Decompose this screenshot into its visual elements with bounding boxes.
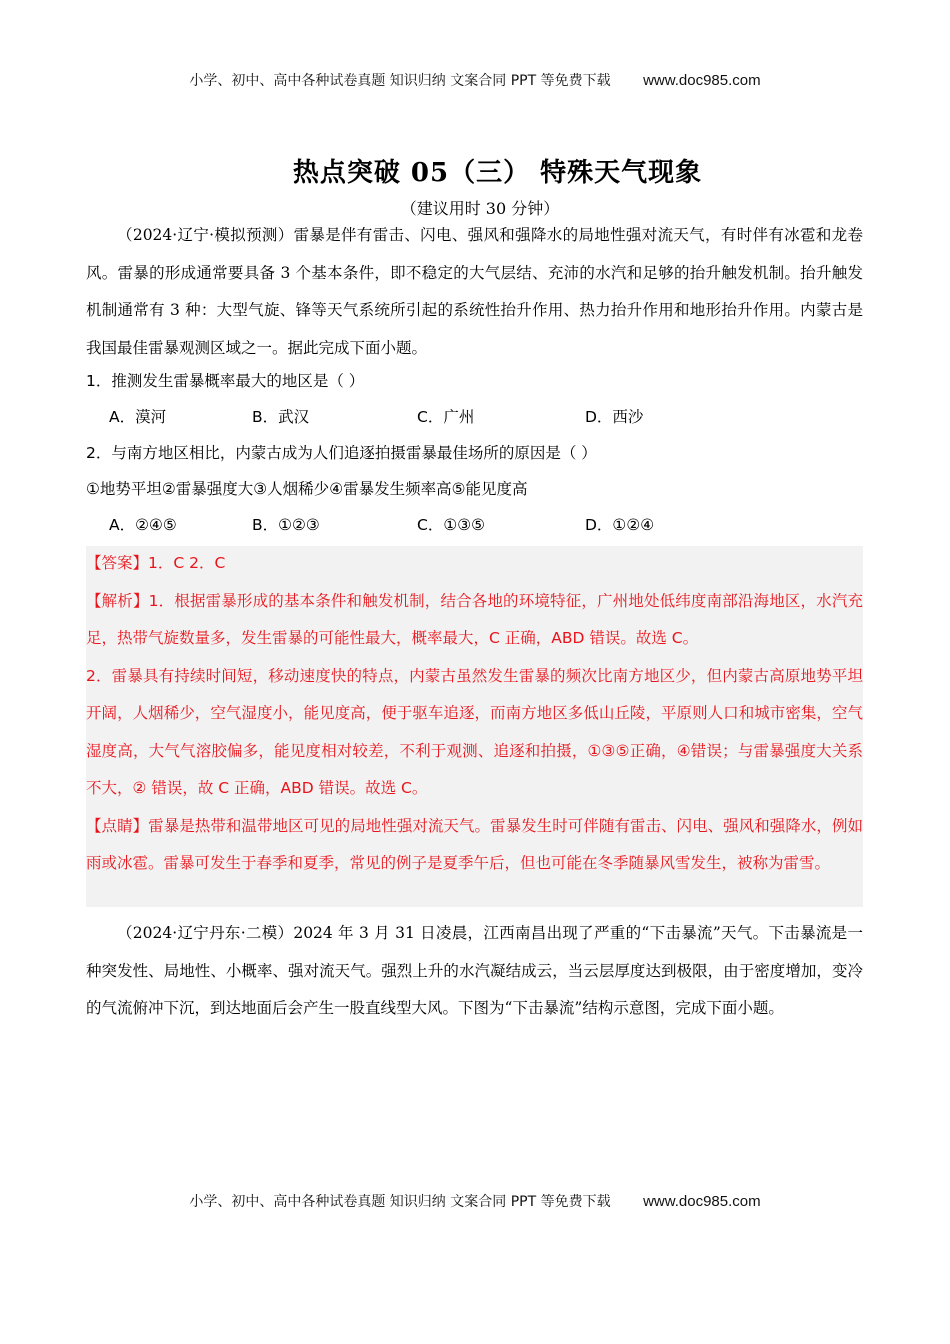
answer-box xyxy=(86,546,863,907)
page-header xyxy=(0,70,950,90)
option-b: B．①②③ xyxy=(252,516,320,534)
tip xyxy=(86,808,863,883)
passage-1 xyxy=(86,217,863,367)
passage-1-text: （2024·辽宁·模拟预测）雷暴是伴有雷击、闪电、强风和强降水的局地性强对流天气，有时伴有冰雹和龙卷风。雷暴的形成通常要具备 3 个基本条件，即不稳定的大气层结、充沛的水汽和足够的抬升触发机制。抬升触发机制通常有 3 种：大型气旋、锋等天气系统所引起的系统性抬升作用、热力抬升作用和地形抬升作用。内蒙古是我国最佳雷暴观测区域之一。据此完成下面小题。 xyxy=(86,226,863,357)
question-1-options xyxy=(86,399,863,435)
analysis-label: 【解析】 xyxy=(86,591,149,610)
analysis-1-text: 1．根据雷暴形成的基本条件和触发机制，结合各地的环境特征，广州地处低纬度南部沿海地区，水汽充足，热带气旋数量多，发生雷暴的可能性最大，概率最大，C 正确，ABD 错误。故选 C。 xyxy=(86,591,863,647)
page-title: 热点突破 05（三） 特殊天气现象 xyxy=(292,158,703,188)
page-footer xyxy=(0,1191,950,1211)
answer-text: 1．C 2．C xyxy=(148,554,226,572)
option-a: A．②④⑤ xyxy=(109,516,177,534)
question-2-statement: ①地势平坦②雷暴强度大③人烟稀少④雷暴发生频率高⑤能见度高 xyxy=(86,480,528,498)
analysis-1 xyxy=(86,583,863,658)
option-b: B．武汉 xyxy=(252,408,310,426)
option-d: D．西沙 xyxy=(585,408,644,426)
question-2-options xyxy=(86,507,863,543)
option-d: D．①②④ xyxy=(585,516,655,534)
footer-site-link[interactable]: www.doc985.com xyxy=(643,1193,761,1210)
tip-label: 【点睛】 xyxy=(86,816,149,835)
option-a: A．漠河 xyxy=(109,408,167,426)
passage-2-text: （2024·辽宁丹东·二模）2024 年 3 月 31 日凌晨，江西南昌出现了严重的“下击暴流”天气。下击暴流是一种突发性、局地性、小概率、强对流天气。强烈上升的水汽凝结成云，当云层厚度达到极限，由于密度增加，变冷的气流俯冲下沉，到达地面后会产生一股直线型大风。下图为“下击暴流”结构示意图，完成下面小题。 xyxy=(86,924,863,1017)
header-text: 小学、初中、高中各种试卷真题 知识归纳 文案合同 PPT 等免费下载 xyxy=(189,73,611,89)
header-site-link[interactable]: www.doc985.com xyxy=(643,72,761,89)
answer-label: 【答案】 xyxy=(86,554,149,572)
question-1-stem: 1．推测发生雷暴概率最大的地区是（ ） xyxy=(86,372,365,390)
footer-text: 小学、初中、高中各种试卷真题 知识归纳 文案合同 PPT 等免费下载 xyxy=(189,1194,611,1210)
passage-2 xyxy=(86,915,863,1028)
answer-line xyxy=(86,545,863,583)
analysis-2: 2．雷暴具有持续时间短，移动速度快的特点，内蒙古虽然发生雷暴的频次比南方地区少，但内蒙古高原地势平坦开阔，人烟稀少，空气湿度小，能见度高，便于驱车追逐，而南方地区多低山丘陵，平原则人口和城市密集，空气湿度高，大气气溶胶偏多，能见度相对较差，不利于观测、追逐和拍摄，①③⑤正确，④错误；与雷暴强度大关系不大，② 错误，故 C 正确，ABD 错误。故选 C。 xyxy=(86,666,863,797)
question-2-stem: 2．与南方地区相比，内蒙古成为人们追逐拍摄雷暴最佳场所的原因是（ ） xyxy=(86,444,597,462)
tip-text: 雷暴是热带和温带地区可见的局地性强对流天气。雷暴发生时可伴随有雷击、闪电、强风和强降水，例如雨或冰雹。雷暴可发生于春季和夏季，常见的例子是夏季午后，但也可能在冬季随暴风雪发生，被称为雷雪。 xyxy=(86,816,863,872)
page-subtitle: （建议用时 30 分钟） xyxy=(400,199,560,218)
option-c: C．广州 xyxy=(417,408,475,426)
question-list xyxy=(86,363,863,543)
option-c: C．①③⑤ xyxy=(417,516,486,534)
